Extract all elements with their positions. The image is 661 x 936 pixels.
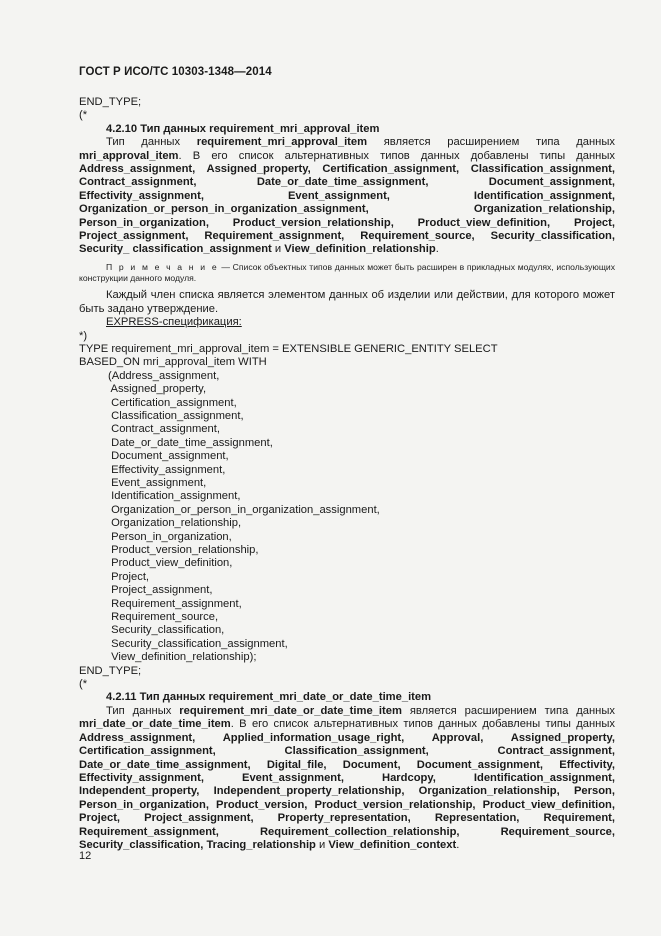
para-text: является расширением типа данных (367, 136, 615, 149)
type-list-last: View_definition_relationship (284, 243, 436, 256)
note-label: П р и м е ч а н и е (106, 261, 219, 272)
entity-name: requirement_mri_approval_item (196, 136, 368, 149)
para-text: является расширением типа данных (401, 704, 615, 717)
section-heading-4-2-11 (79, 691, 615, 704)
para-text: и (271, 243, 285, 256)
code-list-item: Identification_assignment, (108, 490, 241, 503)
type-list: Address_assignment, Assigned_property, Certification_assignment, Classification_assignment, Contract_assignment, Date_or_date_time_assignment, Document_assignment, Effectivity_assignment, Event_assignment, Identification_assignment, Organization_or_person_in_organization_assignment, Organization_relationship, Person_in_organization, Product_version_relationship, Product_view_definition, Project, Project_assignment, Requirement_assignment, Requirement_source, Security_classification, Security_ classification_assignment (79, 163, 615, 256)
code-line: END_TYPE; (79, 96, 142, 108)
code-list-item: Project, (108, 570, 150, 583)
heading-name: requirement_mri_date_or_date_time_item (208, 691, 432, 704)
code-list-item: Classification_assignment, (108, 409, 244, 422)
code-list-item: Event_assignment, (108, 476, 207, 489)
document-header: ГОСТ Р ИСО/ТС 10303-1348—2014 (79, 66, 272, 78)
section-paragraph: Каждый член списка является элементом данных об изделии или действии, для которого может быть задано утверждение. (79, 289, 615, 315)
para-text: Тип данных (106, 704, 180, 717)
code-list-item: View_definition_relationship); (108, 651, 257, 664)
code-line: BASED_ON mri_approval_item WITH (79, 356, 267, 369)
express-label (79, 316, 615, 329)
code-list-item: Requirement_source, (108, 611, 219, 624)
para-text: . В его список альтернативных типов данных добавлены типы данных (178, 149, 615, 162)
code-list-item: Product_version_relationship, (108, 544, 259, 556)
code-line: (* (79, 678, 88, 691)
entity-name: requirement_mri_date_or_date_time_item (179, 704, 402, 717)
para-text: . В его список альтернативных типов данных добавлены типы данных (230, 718, 615, 731)
code-list-item: Security_classification_assignment, (108, 637, 288, 650)
page-content (79, 96, 615, 852)
code-list-item: Project_assignment, (108, 584, 213, 597)
page-number: 12 (79, 850, 92, 862)
section-paragraph (79, 705, 615, 852)
para-text: и (315, 838, 329, 851)
code-list-item: Document_assignment, (108, 450, 229, 463)
section-heading-4-2-10 (79, 123, 615, 136)
code-line: (* (79, 109, 88, 122)
code-list-item: Contract_assignment, (108, 423, 220, 436)
heading-name: requirement_mri_approval_item (209, 122, 380, 135)
code-list-item: Person_in_organization, (108, 530, 232, 543)
para-text: . (456, 838, 460, 851)
code-list-item: Requirement_assignment, (108, 597, 242, 610)
code-list-item: Date_or_date_time_assignment, (108, 436, 273, 449)
code-list-item: Product_view_definition, (108, 557, 233, 570)
base-type-name: mri_date_or_date_time_item (79, 718, 231, 731)
code-list-item: Security_classification, (108, 624, 225, 637)
code-list-item: (Address_assignment, (108, 369, 220, 382)
type-list-last: View_definition_context (328, 838, 457, 851)
heading-prefix: Тип данных (139, 691, 206, 704)
section-paragraph (79, 136, 615, 257)
heading-number: 4.2.11 (106, 691, 137, 704)
heading-prefix: Тип данных (140, 122, 206, 135)
note-paragraph (79, 262, 615, 284)
express-link-text: EXPRESS-спецификация: (106, 316, 242, 329)
type-list: Address_assignment, Applied_information_usage_right, Approval, Assigned_property, Certification_assignment, Classification_assignment, Contract_assignment, Date_or_date_time_assignment, Digital_file, Document, Document_assignment, Effectivity, Effectivity_assignment, Event_assignment, Hardcopy, Identification_assignment, Independent_property, Independent_property_relationship, Organization_relationship, Person, Person_in_organization, Product_version, Product_version_relationship, Product_view_definition, Project, Project_assignment, Property_representation, Representation, Requirement, Requirement_assignment, Requirement_collection_relationship, Requirement_source, Security_classification, Tracing_relationship (79, 731, 615, 851)
para-text: Тип данных (106, 136, 197, 149)
code-list-item: Assigned_property, (108, 383, 207, 396)
code-list-item: Effectivity_assignment, (108, 463, 226, 476)
code-select-list (79, 370, 615, 665)
code-list-item: Organization_relationship, (108, 517, 242, 530)
code-line: END_TYPE; (79, 664, 142, 677)
heading-number: 4.2.10 (106, 122, 138, 135)
code-list-item: Organization_or_person_in_organization_assignment, (108, 503, 380, 516)
code-line: TYPE requirement_mri_approval_item = EXTENSIBLE GENERIC_ENTITY SELECT (79, 342, 498, 355)
code-list-item: Certification_assignment, (108, 396, 237, 409)
note-text: — Список объектных типов данных может быть расширен в прикладных модулях, использующих конструкции данного модуля. (79, 261, 616, 284)
base-type-name: mri_approval_item (79, 149, 179, 162)
para-text: . (435, 243, 439, 256)
code-line: *) (79, 329, 88, 342)
